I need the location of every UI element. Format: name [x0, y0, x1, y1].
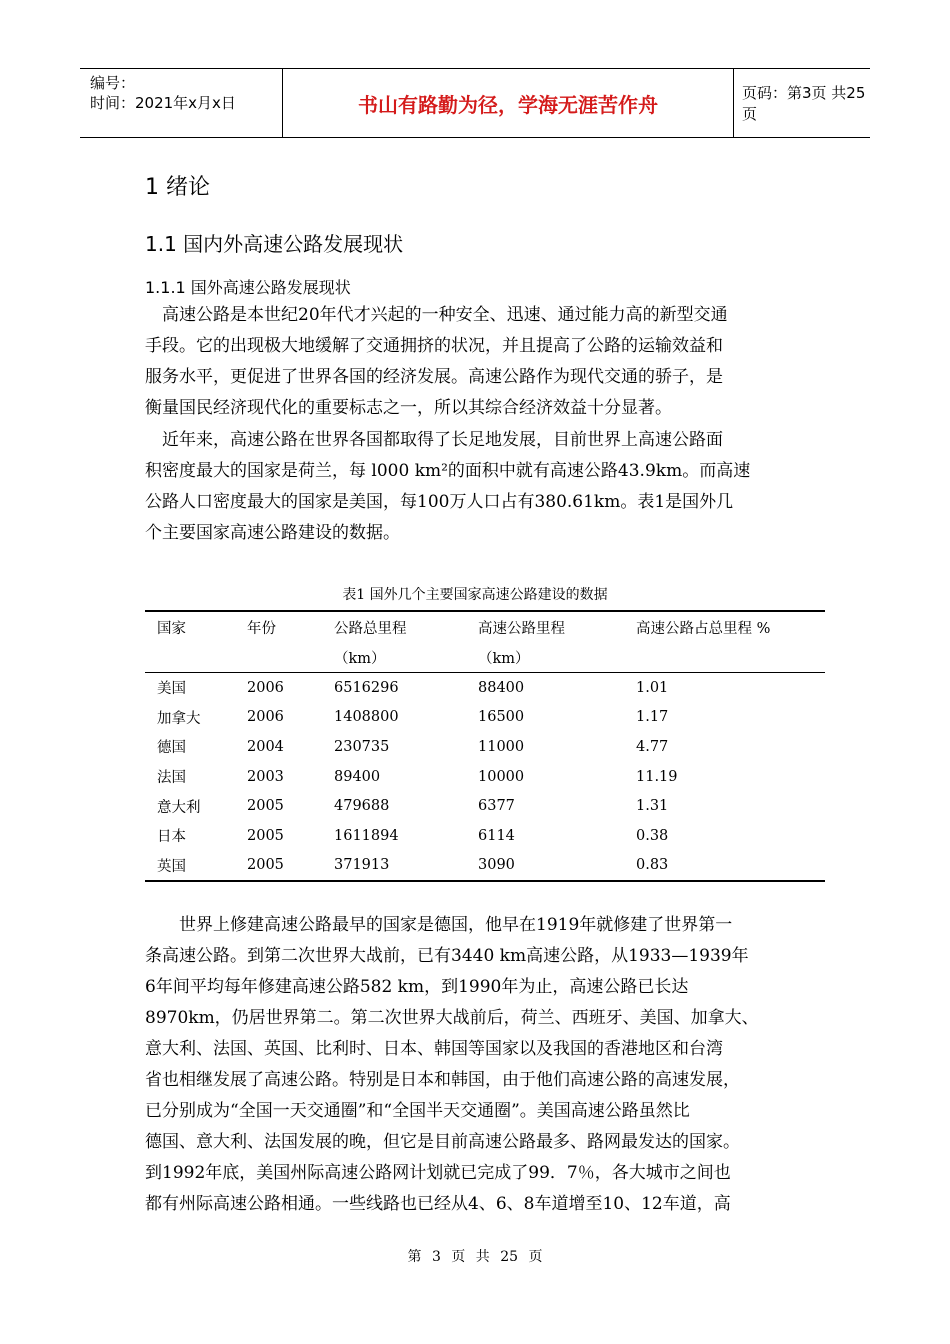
header-motto: 书山有路勤为径，学海无涯苦作舟 [358, 92, 658, 117]
subsection-title: 1.1.1 国外高速公路发展现状 [145, 278, 351, 297]
paragraph-line: 8970km，仍居世界第二。第二次世界大战前后，荷兰、西班牙、美国、加拿大、 [145, 1008, 759, 1028]
table-cell: 479688 [334, 798, 390, 815]
table-header-unit-row [145, 642, 825, 673]
table-cell: 2005 [247, 798, 284, 815]
table-cell: 0.83 [624, 851, 825, 882]
header-divider [733, 69, 734, 137]
header-meta [90, 73, 280, 113]
paragraph-line: 6年间平均每年修建高速公路582 km，到1990年为止，高速公路已长达 [145, 977, 689, 997]
table-cell: 11000 [478, 738, 525, 755]
table-header-cell: 高速公路里程 [466, 611, 624, 642]
paragraph-history [145, 910, 805, 1220]
table-header-unit [145, 642, 235, 673]
table-row [145, 673, 825, 703]
table-cell: 6114 [478, 827, 515, 844]
table-cell: 10000 [478, 768, 525, 785]
paragraph-line: 个主要国家高速公路建设的数据。 [145, 523, 400, 543]
paragraph-line: 手段。它的出现极大地缓解了交通拥挤的状况，并且提高了公路的运输效益和 [145, 336, 723, 356]
paragraph-density [145, 425, 805, 549]
table-header-unit: （km） [322, 642, 466, 673]
document-header [80, 68, 870, 138]
table-cell: 2006 [247, 679, 284, 696]
table-cell: 1.17 [636, 709, 669, 726]
table-cell: 1611894 [334, 827, 399, 844]
table-header-cell: 高速公路占总里程 % [624, 611, 825, 642]
chapter-title: 1 绪论 [145, 175, 210, 200]
paragraph-line: 积密度最大的国家是荷兰，每 l000 km²的面积中就有高速公路43.9km。而高速 [145, 461, 751, 481]
paragraph-line: 公路人口密度最大的国家是美国，每100万人口占有380.61km。表1是国外几 [145, 492, 734, 512]
paragraph-line: 意大利、法国、英国、比利时、日本、韩国等国家以及我国的香港地区和台湾 [145, 1039, 723, 1059]
table-cell: 2005 [235, 851, 322, 882]
section-title: 1.1 国内外高速公路发展现状 [145, 232, 404, 256]
table-cell: 2003 [247, 768, 284, 785]
table-header-unit [235, 642, 322, 673]
table-row [145, 703, 825, 733]
table-cell: 英国 [145, 851, 235, 882]
table-cell: 1.31 [636, 798, 669, 815]
paragraph-intro [145, 300, 805, 424]
table-cell: 法国 [157, 770, 186, 787]
table-cell: 4.77 [636, 738, 669, 755]
table-header-cell: 年份 [235, 611, 322, 642]
table-cell: 371913 [322, 851, 466, 882]
table-cell: 2006 [247, 709, 284, 726]
table-header-cell: 公路总里程 [322, 611, 466, 642]
table-cell: 日本 [157, 829, 186, 846]
paragraph-line: 德国、意大利、法国发展的晚，但它是目前高速公路最多、路网最发达的国家。 [145, 1132, 740, 1152]
paragraph-line: 省也相继发展了高速公路。特别是日本和韩国，由于他们高速公路的高速发展， [145, 1070, 740, 1090]
table-header-unit: （km） [466, 642, 624, 673]
table-cell: 88400 [478, 679, 525, 696]
paragraph-line: 高速公路是本世纪20年代才兴起的一种安全、迅速、通过能力高的新型交通 [145, 305, 728, 325]
paragraph-line: 条高速公路。到第二次世界大战前，已有3440 km高速公路，从1933—1939年 [145, 946, 749, 966]
table-cell: 230735 [334, 738, 390, 755]
table-cell: 意大利 [157, 799, 201, 816]
table-header-row [145, 611, 825, 642]
table-cell: 2005 [247, 827, 284, 844]
table-cell: 1408800 [334, 709, 399, 726]
header-number-label: 编号： [90, 74, 136, 92]
header-date-label: 时间：2021年x月x日 [90, 94, 236, 112]
table-cell: 16500 [478, 709, 525, 726]
highway-data-table [145, 610, 825, 882]
table-cell: 德国 [157, 740, 186, 757]
table-cell: 6516296 [334, 679, 399, 696]
table-header-cell: 国家 [145, 611, 235, 642]
table-cell: 2004 [247, 738, 284, 755]
table-row [145, 851, 825, 882]
table-row [145, 791, 825, 821]
table-cell: 1.01 [636, 679, 669, 696]
table-cell: 美国 [157, 681, 186, 698]
page-footer: 第 3 页 共 25 页 [407, 1249, 543, 1265]
paragraph-line: 到1992年底，美国州际高速公路网计划就已完成了99．7％，各大城市之间也 [145, 1163, 731, 1183]
paragraph-line: 都有州际高速公路相通。一些线路也已经从4、6、8车道增至10、12车道，高 [145, 1194, 731, 1214]
paragraph-line: 近年来，高速公路在世界各国都取得了长足地发展，目前世界上高速公路面 [145, 430, 723, 450]
header-page-info: 页码：第3页 共25页 [742, 84, 866, 123]
table-row [145, 732, 825, 762]
paragraph-line: 服务水平，更促进了世界各国的经济发展。高速公路作为现代交通的骄子，是 [145, 367, 723, 387]
table-cell: 加拿大 [157, 710, 201, 727]
paragraph-line: 衡量国民经济现代化的重要标志之一，所以其综合经济效益十分显著。 [145, 398, 672, 418]
table-row [145, 821, 825, 851]
table-cell: 6377 [478, 798, 515, 815]
table-cell: 3090 [466, 851, 624, 882]
table-cell: 0.38 [636, 827, 669, 844]
table-header-unit [624, 642, 825, 673]
table-caption: 表1 国外几个主要国家高速公路建设的数据 [342, 587, 608, 603]
paragraph-line: 世界上修建高速公路最早的国家是德国，他早在1919年就修建了世界第一 [145, 915, 733, 935]
table-cell: 89400 [334, 768, 381, 785]
paragraph-line: 已分别成为“全国一天交通圈”和“全国半天交通圈”。美国高速公路虽然比 [145, 1101, 690, 1121]
table-cell: 11.19 [636, 768, 678, 785]
table-row [145, 762, 825, 792]
